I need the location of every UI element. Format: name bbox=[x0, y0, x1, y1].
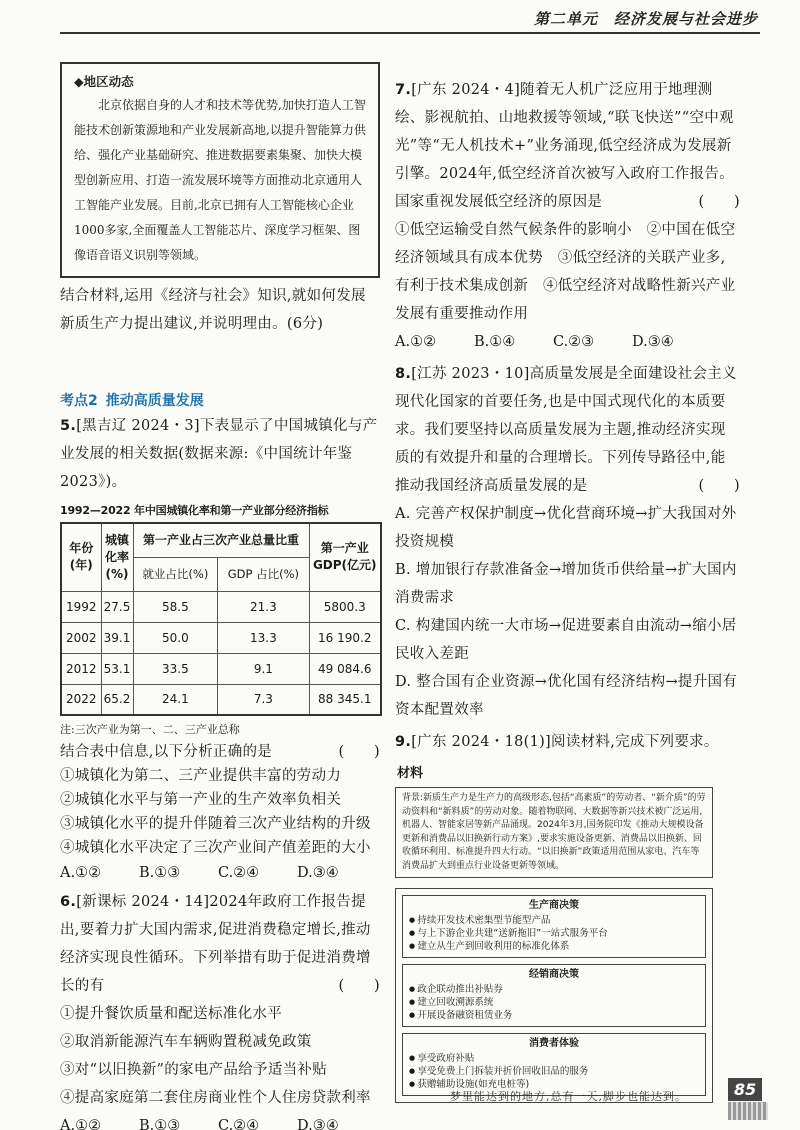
table-row bbox=[61, 653, 381, 684]
q6-item: ②取消新能源汽车车辆购置税减免政策 bbox=[60, 1034, 312, 1050]
cell-urban: 27.5 bbox=[101, 591, 133, 622]
q8-stem: [江苏 2023・10]高质量发展是全面建设社会主义现代化国家的首要任务,也是中国式现代化的本质要求。我们要坚持以高质量发展为主题,推动经济实现质的有效提升和量的合理增长。下列传导路径中,能推动我国经济高质量发展的是 bbox=[395, 366, 737, 494]
list-item: ● 与上下游企业共建“送新拖旧”一站式服务平台 bbox=[409, 927, 699, 940]
q5-ask-line bbox=[60, 740, 380, 764]
cell-gdpv: 88 345.1 bbox=[309, 684, 381, 715]
section-label: 考点2 bbox=[60, 393, 98, 409]
table-row bbox=[61, 684, 381, 715]
option-d: D.③④ bbox=[632, 334, 674, 350]
option-a: A.①② bbox=[395, 334, 437, 350]
q7-answer-paren: ( ) bbox=[698, 194, 740, 210]
option-d: D.③④ bbox=[297, 1118, 339, 1130]
box-title: 经销商决策 bbox=[529, 969, 579, 980]
option-a: A.①② bbox=[60, 1118, 102, 1130]
q7-stem: [广东 2024・4]随着无人机广泛应用于地理测绘、影视航拍、山地救援等领域,“联飞快送”“空中观光”等“无人机技术+”业务涌现,低空经济成为发展新引擎。2024年,低空经济首次被写入政府工作报告。国家重视发展低空经济的原因是 bbox=[395, 82, 735, 210]
th-group: 第一产业占三次产业总量比重 bbox=[133, 523, 309, 557]
producer-decision-box bbox=[402, 895, 706, 958]
cell-emp: 50.0 bbox=[133, 622, 218, 653]
option-c: C.②③ bbox=[553, 334, 595, 350]
q8-number: 8. bbox=[395, 366, 412, 382]
q8-option-c: C. 构建国内统一大市场→促进要素自由流动→缩小居民收入差距 bbox=[395, 618, 737, 662]
q8-option-b: B. 增加银行存款准备金→增加货币供给量→扩大国内消费需求 bbox=[395, 562, 737, 606]
list-item: ● 建立回收溯源系统 bbox=[409, 996, 699, 1009]
q5-stem: [黑吉辽 2024・3]下表显示了中国城镇化与产业发展的相关数据(数据来源:《中国统计年鉴2023》)。 bbox=[60, 418, 378, 490]
option-c: C.②④ bbox=[218, 1118, 260, 1130]
q6-item: ③对“以旧换新”的家电产品给予适当补贴 bbox=[60, 1062, 328, 1078]
cell-gdpv: 49 084.6 bbox=[309, 653, 381, 684]
th-urban: 城镇化率(%) bbox=[101, 523, 133, 591]
q5-options bbox=[60, 860, 380, 886]
option-b: B.①④ bbox=[474, 334, 516, 350]
left-column bbox=[60, 62, 380, 1130]
list-item: ● 建立从生产到回收利用的标准化体系 bbox=[409, 940, 699, 953]
q7-options bbox=[395, 328, 740, 356]
option-a: A.①② bbox=[60, 865, 102, 881]
cell-year: 2022 bbox=[61, 684, 101, 715]
list-item: ● 政企联动推出补贴券 bbox=[409, 983, 699, 996]
q9-number: 9. bbox=[395, 734, 412, 750]
q6-stem: [新课标 2024・14]2024年政府工作报告提出,要着力扩大国内需求,促进消费稳定增长,推动经济实现良性循环。下列举措有助于促进消费增长的有 bbox=[60, 894, 371, 994]
q8-answer-paren: ( ) bbox=[698, 478, 740, 494]
table-row bbox=[61, 622, 381, 653]
region-title: ◆地区动态 bbox=[74, 74, 134, 89]
header-divider bbox=[60, 32, 760, 34]
q9-material-label: 材料 bbox=[397, 766, 424, 781]
th-emp: 就业占比(%) bbox=[133, 557, 218, 591]
option-c: C.②④ bbox=[218, 865, 260, 881]
section-heading bbox=[60, 390, 380, 410]
cell-emp: 24.1 bbox=[133, 684, 218, 715]
q5-data-table bbox=[60, 522, 382, 716]
q5-number: 5. bbox=[60, 418, 77, 434]
question-9 bbox=[395, 728, 740, 756]
option-b: B.①③ bbox=[139, 865, 181, 881]
q7-number: 7. bbox=[395, 82, 412, 98]
question-6 bbox=[60, 888, 380, 1000]
q6-item: ①提升餐饮质量和配送标准化水平 bbox=[60, 1006, 282, 1022]
q6-number: 6. bbox=[60, 894, 77, 910]
q5-item: ③城镇化水平的提升伴随着三次产业结构的升级 bbox=[60, 816, 371, 832]
q9-decision-panel bbox=[395, 888, 713, 1103]
cell-gdp: 21.3 bbox=[218, 591, 309, 622]
list-item: ● 获赠辅助设施(如充电桩等) bbox=[409, 1078, 699, 1091]
q6-answer-paren: ( ) bbox=[338, 978, 380, 994]
q5-item: ①城镇化为第二、三产业提供丰富的劳动力 bbox=[60, 768, 342, 784]
q4-prompt: 结合材料,运用《经济与社会》知识,就如何发展新质生产力提出建议,并说明理由。(6分) bbox=[60, 288, 366, 332]
cell-year: 1992 bbox=[61, 591, 101, 622]
question-8 bbox=[395, 360, 740, 500]
q5-table-note: 注:三次产业为第一、二、三产业总称 bbox=[60, 723, 240, 736]
table-row bbox=[61, 591, 381, 622]
cell-gdp: 13.3 bbox=[218, 622, 309, 653]
cell-emp: 33.5 bbox=[133, 653, 218, 684]
q5-ask: 结合表中信息,以下分析正确的是 bbox=[60, 744, 273, 760]
region-dynamics-box bbox=[60, 62, 380, 278]
cell-year: 2012 bbox=[61, 653, 101, 684]
q9-stem: [广东 2024・18(1)]阅读材料,完成下列要求。 bbox=[411, 734, 719, 750]
q8-option-a: A. 完善产权保护制度→优化营商环境→扩大我国对外投资规模 bbox=[395, 506, 737, 550]
cell-urban: 53.1 bbox=[101, 653, 133, 684]
cell-gdp: 7.3 bbox=[218, 684, 309, 715]
q6-options bbox=[60, 1112, 380, 1130]
page-number: 85 bbox=[728, 1078, 762, 1101]
cell-urban: 39.1 bbox=[101, 622, 133, 653]
q9-background-box: 背景:新质生产力是生产力的高级形态,包括“高素质”的劳动者、“新介质”的劳动资料和“新料质”的劳动对象。随着物联网、大数据等新兴技术被广泛运用,机器人、智能家居等新产品涌现。2024年3月,国务院印发《推动大规模设备更新和消费品以旧换新行动方案》,要求实施设备更新、消费品以旧换新、回收循环利用、标准提升四大行动。“以旧换新”政策适用范围从家电、汽车等消费品扩大到重点行业设备更新等领域。 bbox=[395, 787, 713, 878]
unit-title: 第二单元 经济发展与社会进步 bbox=[533, 10, 758, 28]
consumer-experience-box bbox=[402, 1033, 706, 1096]
q7-items: ①低空运输受自然气候条件的影响小 ②中国在低空经济领域具有成本优势 ③低空经济的关联产业多,有利于技术集成创新 ④低空经济对战略性新兴产业发展有重要推动作用 bbox=[395, 222, 736, 322]
th-gdp: GDP 占比(%) bbox=[218, 557, 309, 591]
section-name: 推动高质量发展 bbox=[105, 393, 204, 409]
cell-urban: 65.2 bbox=[101, 684, 133, 715]
q5-table-caption: 1992—2022 年中国城镇化率和第一产业部分经济指标 bbox=[60, 504, 329, 517]
list-item: ● 享受政府补贴 bbox=[409, 1052, 699, 1065]
q5-item: ②城镇化水平与第一产业的生产效率负相关 bbox=[60, 792, 342, 808]
cell-year: 2002 bbox=[61, 622, 101, 653]
list-item: ● 开展设备融资租赁业务 bbox=[409, 1009, 699, 1022]
dealer-decision-box bbox=[402, 964, 706, 1027]
q6-item: ④提高家庭第二套住房商业性个人住房贷款利率 bbox=[60, 1090, 371, 1106]
box-title: 生产商决策 bbox=[529, 900, 579, 911]
cell-gdpv: 16 190.2 bbox=[309, 622, 381, 653]
cell-gdpv: 5800.3 bbox=[309, 591, 381, 622]
list-item: ● 享受免费上门拆装并折价回收旧品的服务 bbox=[409, 1065, 699, 1078]
footer-motto: 梦里能达到的地方,总有一天,脚步也能达到。 bbox=[450, 1090, 687, 1103]
cell-gdp: 9.1 bbox=[218, 653, 309, 684]
region-text: 北京依据自身的人才和技术等优势,加快打造人工智能技术创新策源地和产业发展新高地,以提升智能算力供给、强化产业基础研究、推进数据要素集聚、加快大模型创新应用、打造一流发展环境等方面推动北京通用人工智能产业发展。目前,北京已拥有人工智能核心企业1000多家,全面覆盖人工智能芯片、深度学习框架、图像语音语义识别等领域。 bbox=[74, 98, 366, 262]
th-gdpv: 第一产业GDP(亿元) bbox=[309, 523, 381, 591]
q5-answer-paren: ( ) bbox=[338, 744, 380, 760]
q8-option-d: D. 整合国有企业资源→优化国有经济结构→提升国有资本配置效率 bbox=[395, 674, 738, 718]
cell-emp: 58.5 bbox=[133, 591, 218, 622]
right-column bbox=[395, 76, 740, 1103]
box-title: 消费者体验 bbox=[529, 1038, 579, 1049]
th-year: 年份(年) bbox=[61, 523, 101, 591]
list-item: ● 持续开发技术密集型节能型产品 bbox=[409, 914, 699, 927]
option-b: B.①③ bbox=[139, 1118, 181, 1130]
option-d: D.③④ bbox=[297, 865, 339, 881]
question-7 bbox=[395, 76, 740, 216]
question-5 bbox=[60, 412, 380, 496]
page-corner-decoration bbox=[728, 1102, 768, 1120]
q5-item: ④城镇化水平决定了三次产业间产值差距的大小 bbox=[60, 840, 371, 856]
